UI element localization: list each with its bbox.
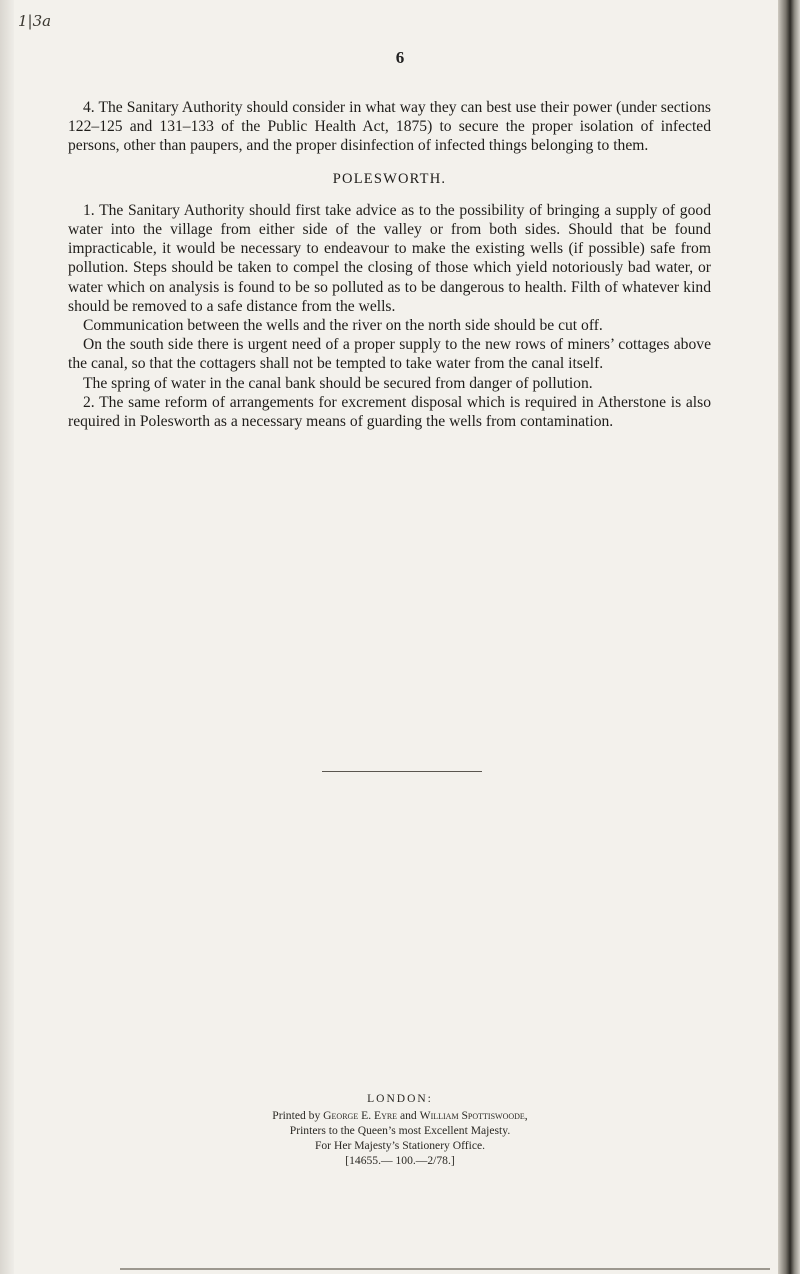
imprint-city: LONDON: bbox=[367, 1093, 433, 1105]
paragraph-water-supply: 1. The Sanitary Authority should first take advice as to the possibility of bringing a supply of good water into the village from either side of the valley or from both sides. Should that be found impracticable, it would be necessary to endeavour to make the existing wells (if possible) safe from pollution. Steps should be taken to compel the closing of those which yield notoriously bad water, or water which on analysis is found to be so polluted as to be dangerous to health. Filth of whatever kind should be removed to a safe distance from the wells. bbox=[68, 201, 711, 315]
printer-imprint bbox=[0, 1092, 800, 1168]
imprint-and: and bbox=[397, 1109, 420, 1122]
imprint-code: [14655.— 100.—2/78.] bbox=[345, 1154, 455, 1167]
handwritten-margin-mark: 1|3a bbox=[18, 12, 52, 30]
book-spine-shadow bbox=[778, 0, 800, 1274]
page-edge-left bbox=[0, 0, 14, 1274]
document-body bbox=[68, 98, 711, 431]
imprint-printer-2: William Spottiswoode bbox=[419, 1109, 525, 1122]
imprint-printed-by bbox=[0, 1108, 800, 1123]
paragraph-isolation: 4. The Sanitary Authority should consider in what way they can best use their power (under sections 122–125 and 131–133 of the Public Health Act, 1875) to secure the proper isolation of infected persons, other than paupers, and the proper disinfection of infected things belonging to them. bbox=[68, 99, 711, 155]
paragraph-excrement-disposal: 2. The same reform of arrangements for excrement disposal which is required in Atherstone is also required in Polesworth as a necessary means of guarding the wells from contamination. bbox=[68, 393, 711, 431]
paragraph-north-side: Communication between the wells and the river on the north side should be cut off. bbox=[83, 317, 603, 335]
page-number: 6 bbox=[395, 48, 405, 67]
paragraph-spring: The spring of water in the canal bank should be secured from danger of pollution. bbox=[83, 374, 593, 392]
imprint-suffix: , bbox=[524, 1109, 528, 1122]
imprint-prefix: Printed by bbox=[272, 1109, 324, 1122]
imprint-printer-1: George E. Eyre bbox=[323, 1109, 398, 1122]
imprint-stationery-office: For Her Majesty’s Stationery Office. bbox=[314, 1139, 486, 1152]
paragraph-south-side: On the south side there is urgent need of a proper supply to the new rows of miners’ cottages above the canal, so that the cottagers shall not be tempted to take water from the canal itself. bbox=[68, 336, 711, 373]
page-bottom-edge bbox=[120, 1268, 770, 1270]
divider-rule bbox=[322, 771, 482, 772]
section-heading-polesworth: POLESWORTH. bbox=[332, 170, 447, 187]
imprint-printers-to-queen: Printers to the Queen’s most Excellent Majesty. bbox=[289, 1124, 511, 1137]
